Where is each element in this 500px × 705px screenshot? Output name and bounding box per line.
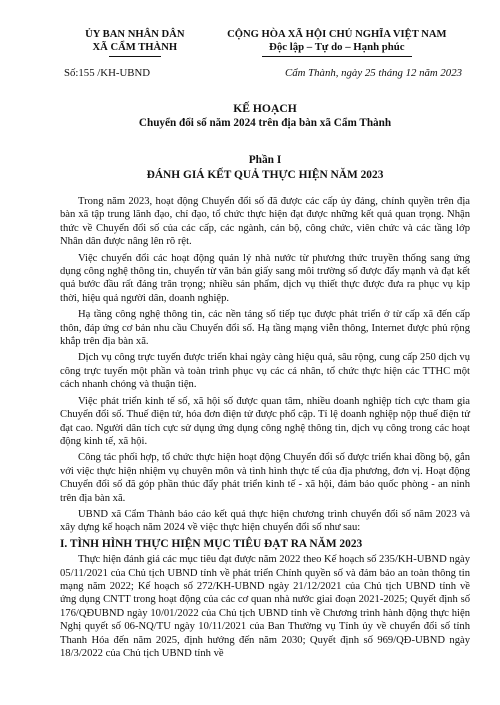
document-header (60, 28, 470, 57)
authority-line-1: ỦY BAN NHÂN DÂN (85, 29, 185, 40)
paragraph: Việc chuyển đổi các hoạt động quản lý nhà nước từ phương thức truyền thống sang ứng dụng công nghệ thông tin, chuyển từ văn bản giấy sang môi trường số được đẩy mạnh và đạt kết quả bước đầu rất đáng trân trọng; nhiều sản phẩm, dịch vụ thiết thực được đưa ra phục vụ kịp thời, hiệu quả người dân, doanh nghiệp. (60, 252, 470, 304)
document-date: Cẩm Thành, ngày 25 tháng 12 năm 2023 (285, 67, 462, 79)
paragraph: Công tác phối hợp, tổ chức thực hiện hoạt động Chuyển đổi số được triển khai đồng bộ, gắn với việc thực hiện nhiệm vụ chuyên môn và tình hình thực tế của địa phương, đơn vị. Hoạt động Chuyển đổi số đã góp phần thúc đẩy phát triển kinh tế - xã hội, đảm bảo quốc phòng - an ninh trên địa bàn xã. (60, 452, 470, 504)
document-number: Số:155 /KH-UBND (64, 67, 151, 79)
document-body (60, 195, 470, 660)
document-meta (60, 67, 470, 79)
authority-line-2: XÃ CẨM THÀNH (92, 42, 178, 53)
part-title: ĐÁNH GIÁ KẾT QUẢ THỰC HIỆN NĂM 2023 (146, 169, 384, 181)
paragraph: Việc phát triển kinh tế số, xã hội số được quan tâm, nhiều doanh nghiệp tích cực tham gia Chuyển đổi số. Thuế điện tử, hóa đơn điện tử được phổ cập. Tỉ lệ doanh nghiệp nộp thuế điện tử đạt cao. Người dân tích cực sử dụng ứng dụng công nghệ thông tin, dịch vụ công trong các hoạt động kinh tế, xã hội. (60, 395, 470, 447)
part-label: Phần I (248, 154, 282, 166)
motto-underline (262, 56, 412, 57)
nation-motto: Độc lập – Tự do – Hạnh phúc (269, 41, 405, 53)
national-motto (210, 28, 464, 57)
issuing-authority (60, 28, 210, 57)
nation-name: CỘNG HÒA XÃ HỘI CHỦ NGHĨA VIỆT NAM (227, 29, 447, 40)
document-kind: KẾ HOẠCH (233, 102, 297, 115)
paragraph: Trong năm 2023, hoạt động Chuyển đổi số đã được các cấp ủy đảng, chính quyền trên địa bàn xã tập trung lãnh đạo, chỉ đạo, tổ chức thực hiện đạt được những kết quả quan trọng. Nhận thức về Chuyển đổi số của các cấp, các ngành, cán bộ, công chức, viên chức và các tầng lớp Nhân dân được nâng lên rõ rệt. (60, 196, 470, 248)
document-title (60, 101, 470, 131)
document-subject: Chuyển đổi số năm 2024 trên địa bàn xã Cẩm Thành (138, 117, 392, 129)
paragraph: Dịch vụ công trực tuyến được triển khai ngày càng hiệu quả, sâu rộng, cung cấp 250 dịch vụ công trực tuyến một phần và toàn trình phục vụ các cá nhân, tổ chức thực hiện các TTHC một cách nhanh chóng và thuận tiện. (60, 352, 470, 391)
paragraph: UBND xã Cẩm Thành báo cáo kết quả thực hiện chương trình chuyển đổi số năm 2023 và xây dựng kế hoạch năm 2024 về việc thực hiện chuyển đổi số như sau: (60, 508, 470, 534)
paragraph: Hạ tầng công nghệ thông tin, các nền tảng số tiếp tục được phát triển ở từ cấp xã đến cấp thôn, đáp ứng cơ bản nhu cầu Chuyển đổi số. Hạ tầng mạng viễn thông, Internet được phủ rộng khắp trên địa bàn xã. (60, 309, 470, 348)
section-heading: I. TÌNH HÌNH THỰC HIỆN MỤC TIÊU ĐẠT RA NĂM 2023 (60, 537, 363, 550)
paragraph: Thực hiện đánh giá các mục tiêu đạt được năm 2022 theo Kế hoạch số 235/KH-UBND ngày 05/11/2021 của Chủ tịch UBND tỉnh về phát triển Chính quyền số và đảm bảo an toàn thông tin mạng năm 2022; Kế hoạch số 272/KH-UBND ngày 21/12/2021 của Chủ tịch UBND tỉnh về ứng dụng CNTT trong hoạt động của các cơ quan nhà nước giai đoạn 2021-2025; Quyết định số 176/QĐUBND ngày 10/01/2022 của Chủ tịch UBND tỉnh về Chương trình hành động thực hiện Nghị quyết số 06-NQ/TU ngày 10/11/2021 của Ban Thường vụ Tỉnh ủy về chuyển đổi số tỉnh Thanh Hóa đến năm 2025, định hướng đến năm 2030; Quyết định số 969/QĐ-UBND ngày 18/3/2022 của Chủ tịch UBND tỉnh về (60, 554, 470, 659)
authority-underline (109, 56, 161, 57)
